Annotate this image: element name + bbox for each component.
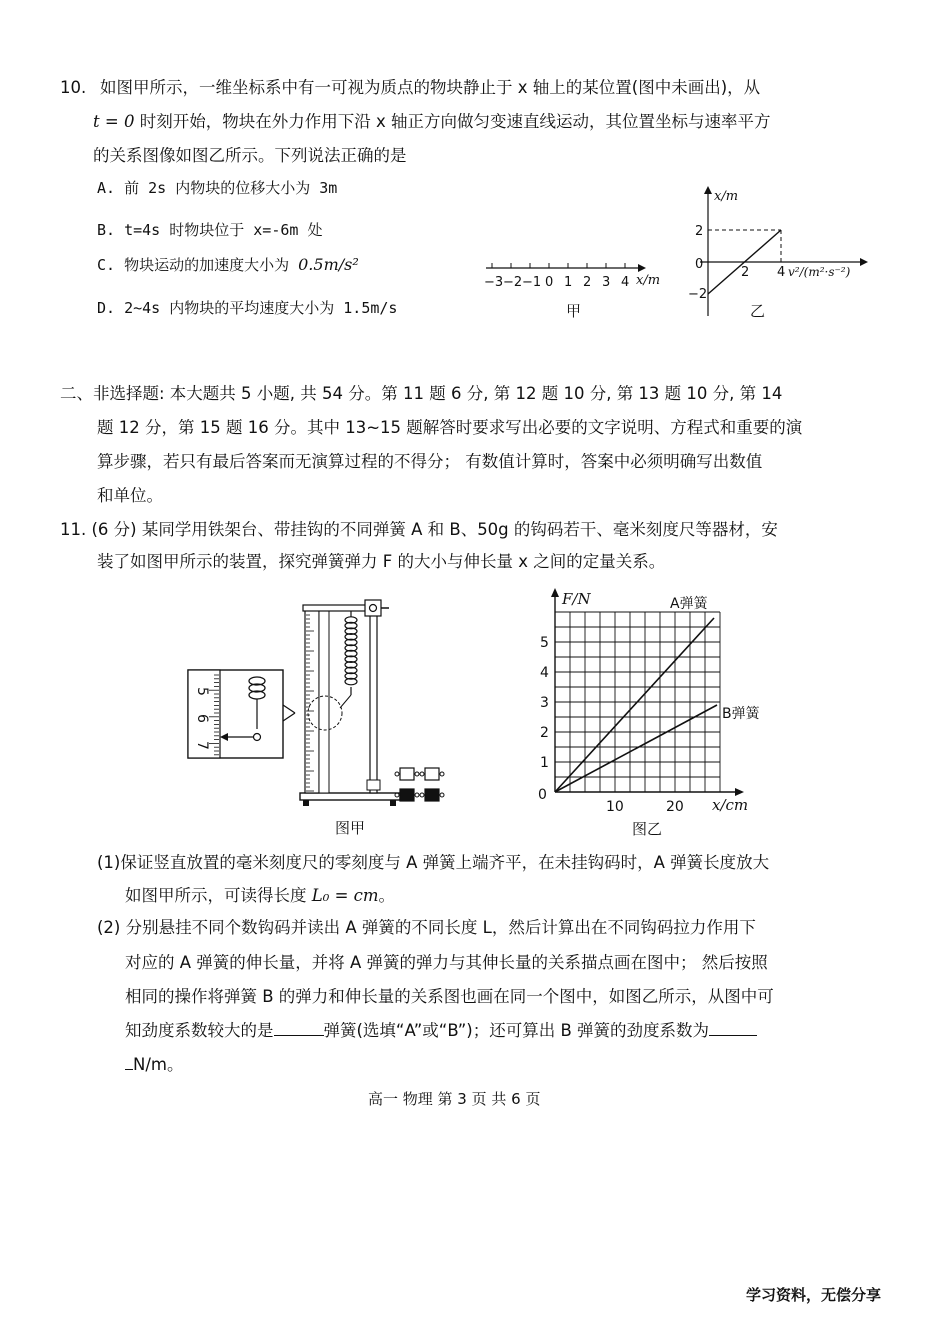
yi-y-tick-0: 0 bbox=[695, 257, 704, 272]
yi-x-tick-2: 2 bbox=[741, 265, 750, 280]
q11-part2-line3: 相同的操作将弹簧 B 的弹力和伸长量的关系图也画在同一个图中，如图乙所示，从图中可 bbox=[125, 987, 774, 1006]
yi-y-arrow bbox=[704, 186, 712, 194]
fx-y-label: F/N bbox=[562, 590, 591, 608]
yi-y-tick-neg2: −2 bbox=[688, 287, 708, 302]
hook-weight bbox=[400, 768, 414, 780]
answer-blank-k-part2[interactable] bbox=[125, 1053, 133, 1070]
section2-line4: 和单位。 bbox=[97, 486, 163, 505]
weight-hook bbox=[440, 793, 444, 797]
yi-x-arrow bbox=[860, 258, 868, 266]
fx-x-arrow bbox=[735, 788, 744, 796]
fx-y-tick-label: 1 bbox=[540, 755, 549, 771]
hook-weight bbox=[425, 789, 439, 801]
fx-y-tick-label: 5 bbox=[540, 635, 549, 651]
number-line-tick-label: −2 bbox=[503, 275, 523, 290]
fx-y-tick-label: 3 bbox=[540, 695, 549, 711]
fx-x-tick-label: 10 bbox=[606, 799, 624, 815]
weight-hook bbox=[415, 793, 419, 797]
number-line-tick-label: 2 bbox=[583, 275, 592, 290]
weight-hook bbox=[395, 772, 399, 776]
spring-a-label: A弹簧 bbox=[670, 596, 708, 612]
q10-option-c-value: 0.5m/s² bbox=[298, 255, 359, 274]
fx-y-arrow bbox=[551, 588, 559, 597]
fx-x-label: x/cm bbox=[712, 796, 749, 814]
yi-y-label: x/m bbox=[714, 189, 739, 204]
q11-part2-line4 bbox=[125, 1019, 757, 1043]
q10-stem-line1: 如图甲所示，一维坐标系中有一可视为质点的物块静止于 x 轴上的某位置(图中未画出)，从 bbox=[100, 78, 761, 97]
stand-base bbox=[300, 793, 400, 800]
number-line-ticks bbox=[484, 263, 629, 290]
weight-hook bbox=[440, 772, 444, 776]
answer-blank-k-part1[interactable] bbox=[709, 1019, 757, 1036]
spring-icon bbox=[345, 617, 357, 685]
q10-option-c bbox=[97, 253, 359, 277]
magnified-tick-6: 6 bbox=[194, 714, 210, 723]
q11-part2-line4-start: 知劲度系数较大的是 bbox=[125, 1021, 274, 1040]
hook-weight bbox=[425, 768, 439, 780]
q10-figure-yi bbox=[680, 182, 870, 324]
section2-line1: 二、非选择题: 本大题共 5 小题, 共 54 分。第 11 题 6 分, 第 12 题 10 分, 第 13 题 10 分, 第 14 bbox=[60, 384, 783, 403]
number-line-axis-label: x/m bbox=[636, 273, 661, 288]
callout-pointer-bottom bbox=[283, 713, 295, 721]
q11-part1-line1: (1)保证竖直放置的毫米刻度尺的零刻度与 A 弹簧上端齐平，在未挂钩码时，A 弹簧长度放大 bbox=[97, 853, 770, 872]
weight-hook bbox=[420, 772, 424, 776]
stand-arm bbox=[303, 605, 373, 611]
q10-option-c-text: C. 物块运动的加速度大小为 bbox=[97, 256, 299, 274]
number-line-tick-label: 0 bbox=[545, 275, 554, 290]
q11-part1-line2-text: 如图甲所示，可读得长度 bbox=[125, 886, 312, 905]
fx-y-tick-label: 0 bbox=[538, 787, 547, 803]
q10-figure-jia bbox=[478, 258, 678, 328]
yi-x-label: v²/(m²·s⁻²) bbox=[788, 265, 851, 279]
q11-part2-line2: 对应的 A 弹簧的伸长量，并将 A 弹簧的弹力与其伸长量的关系描点画在图中； 然后按照 bbox=[125, 953, 768, 972]
figure-yi-caption: 乙 bbox=[750, 302, 766, 320]
spring-b-label: B弹簧 bbox=[722, 706, 760, 722]
figure-yi-caption-11: 图乙 bbox=[632, 820, 663, 838]
page-footer: 高一 物理 第 3 页 共 6 页 bbox=[368, 1090, 541, 1108]
stand-pole bbox=[370, 607, 377, 793]
stand-foot-left bbox=[303, 800, 309, 806]
hook-weights-icon bbox=[395, 768, 444, 801]
q11-line2: 装了如图甲所示的装置，探究弹簧弹力 F 的大小与伸长量 x 之间的定量关系。 bbox=[97, 552, 666, 571]
section2-line3: 算步骤，若只有最后答案而无演算过程的不得分； 有数值计算时，答案中必须明确写出数值 bbox=[97, 452, 763, 471]
q11-part2-unit: N/m。 bbox=[133, 1055, 184, 1074]
t-zero-formula: t = 0 bbox=[93, 112, 135, 131]
hook-weight bbox=[400, 789, 414, 801]
l0-formula: L₀ = cm bbox=[311, 886, 379, 905]
fx-y-tick-label: 4 bbox=[540, 665, 549, 681]
ruler-holder bbox=[319, 611, 329, 793]
magnified-tick-5: 5 bbox=[194, 687, 210, 696]
q10-option-d: D. 2~4s 内物块的平均速度大小为 1.5m/s bbox=[97, 299, 398, 317]
q11-part2-line4-mid: 弹簧(选填“A”或“B”)；还可算出 B 弹簧的劲度系数为 bbox=[323, 1021, 710, 1040]
q10-option-b: B. t=4s 时物块位于 x=-6m 处 bbox=[97, 221, 323, 239]
weight-hook bbox=[420, 793, 424, 797]
fx-x-ticks bbox=[606, 799, 684, 815]
q10-option-a: A. 前 2s 内物块的位移大小为 3m bbox=[97, 179, 338, 197]
magnified-tick-7: 7 bbox=[194, 741, 210, 750]
q11-line1: 11. (6 分) 某同学用铁架台、带挂钩的不同弹簧 A 和 B、50g 的钩码若干、毫米刻度尺等器材，安 bbox=[60, 520, 778, 539]
weight-hook bbox=[415, 772, 419, 776]
fx-x-tick-label: 20 bbox=[666, 799, 684, 815]
fx-y-ticks bbox=[538, 635, 549, 803]
q11-figure-yi bbox=[530, 588, 780, 840]
number-line-tick-label: 3 bbox=[602, 275, 611, 290]
fx-y-tick-label: 2 bbox=[540, 725, 549, 741]
answer-blank-stiffer-spring[interactable] bbox=[274, 1019, 324, 1036]
q11-part1-line2-end: 。 bbox=[378, 886, 396, 905]
clamp-screw-icon bbox=[370, 605, 377, 612]
number-line-tick-label: −3 bbox=[484, 275, 504, 290]
figure-jia-caption-11: 图甲 bbox=[335, 819, 366, 837]
section2-line2: 题 12 分，第 15 题 16 分。其中 13~15 题解答时要求写出必要的文字说明、方程式和重要的演 bbox=[97, 418, 803, 437]
number-line-tick-label: 4 bbox=[621, 275, 630, 290]
number-line-tick-label: −1 bbox=[522, 275, 542, 290]
yi-x-tick-4: 4 bbox=[777, 265, 786, 280]
number-line-arrow bbox=[638, 264, 646, 272]
q11-part2-line1: (2) 分别悬挂不同个数钩码并读出 A 弹簧的不同长度 L，然后计算出在不同钩码拉力作用下 bbox=[97, 918, 756, 937]
q10-stem-line2 bbox=[93, 110, 770, 134]
corner-note: 学习资料，无偿分享 bbox=[746, 1286, 882, 1304]
q10-stem-line3: 的关系图像如图乙所示。下列说法正确的是 bbox=[93, 146, 407, 165]
magnified-hook-icon bbox=[254, 734, 261, 741]
q10-stem-line2-text: 时刻开始，物块在外力作用下沿 x 轴正方向做匀变速直线运动，其位置坐标与速率平方 bbox=[134, 112, 771, 131]
number-line-tick-label: 1 bbox=[564, 275, 573, 290]
pole-clamp-bottom bbox=[367, 780, 380, 790]
q11-part1-line2 bbox=[125, 884, 395, 908]
figure-jia-caption: 甲 bbox=[566, 302, 582, 320]
hook-line bbox=[340, 695, 351, 708]
spring-b-line bbox=[555, 705, 717, 792]
q10-number: 10. bbox=[60, 78, 87, 97]
stand-foot-right bbox=[390, 800, 396, 806]
q11-part2-line5 bbox=[125, 1053, 183, 1077]
yi-y-tick-2: 2 bbox=[695, 224, 704, 239]
q11-figure-jia bbox=[185, 595, 455, 840]
callout-pointer-top bbox=[283, 705, 295, 713]
